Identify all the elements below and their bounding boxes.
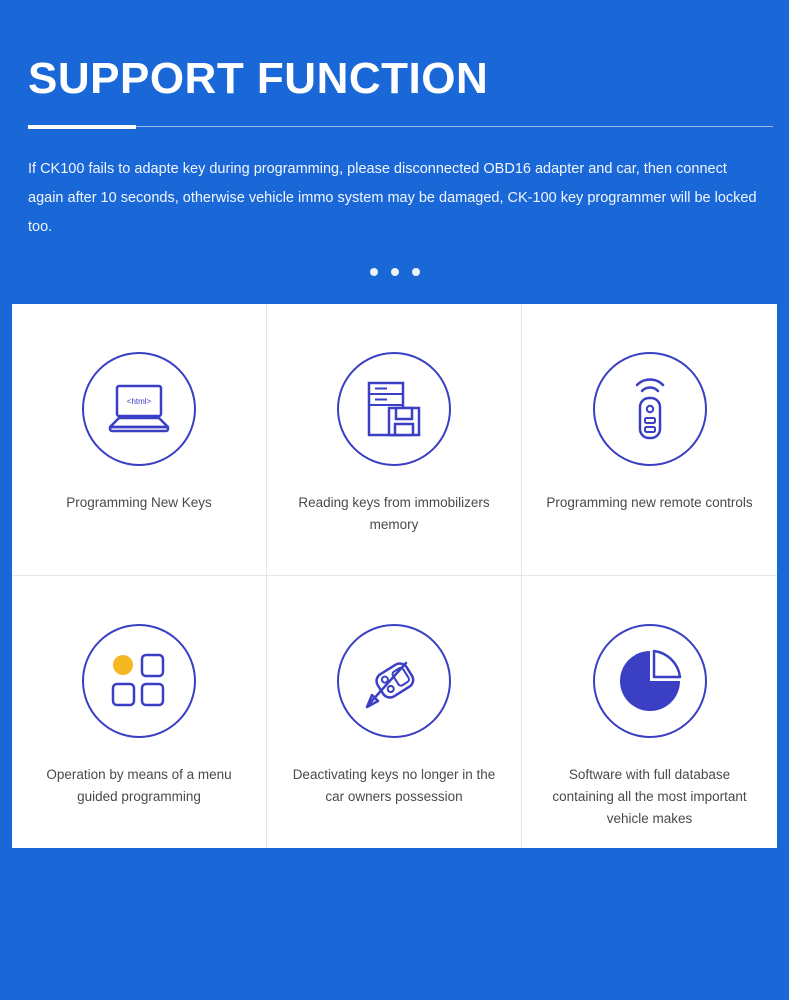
carousel-dot-3[interactable]: [412, 268, 420, 276]
menu-grid-icon: [82, 624, 196, 738]
feature-label: Software with full database containing all the most important vehicle makes: [552, 767, 747, 826]
feature-cell-remote-controls: [522, 304, 777, 576]
feature-cell-reading-keys: [267, 304, 522, 576]
feature-cell-programming-new-keys: [12, 304, 267, 576]
title-divider: [28, 125, 773, 129]
feature-cell-menu-guided: [12, 576, 267, 848]
feature-label: Reading keys from immobilizers memory: [298, 495, 490, 532]
feature-cell-software-database: [522, 576, 777, 848]
feature-label: Operation by means of a menu guided programming: [46, 767, 232, 804]
feature-label: Programming new remote controls: [546, 495, 753, 511]
divider-line-accent: [28, 125, 136, 129]
remote-control-icon: [593, 352, 707, 466]
feature-cell-deactivating-keys: [267, 576, 522, 848]
svg-text:<html>: <html>: [126, 397, 152, 407]
page-title: SUPPORT FUNCTION: [28, 54, 489, 103]
feature-grid: [12, 304, 777, 848]
laptop-html-icon: [82, 352, 196, 466]
intro-paragraph: If CK100 fails to adapte key during programming, please disconnected OBD16 adapter and car, then connect again after 10 seconds, otherwise vehicle immo system may be damaged, CK-100 key programmer will be locked too.: [28, 161, 757, 236]
page-header: [0, 0, 789, 276]
divider-line-thin: [28, 126, 773, 127]
immobilizer-memory-icon: [337, 352, 451, 466]
carousel-dot-2[interactable]: [391, 268, 399, 276]
key-deactivate-icon: [337, 624, 451, 738]
carousel-dots[interactable]: [28, 268, 761, 276]
feature-label: Programming New Keys: [66, 495, 212, 511]
pie-database-icon: [593, 624, 707, 738]
feature-label: Deactivating keys no longer in the car owners possession: [292, 767, 496, 804]
carousel-dot-1[interactable]: [370, 268, 378, 276]
